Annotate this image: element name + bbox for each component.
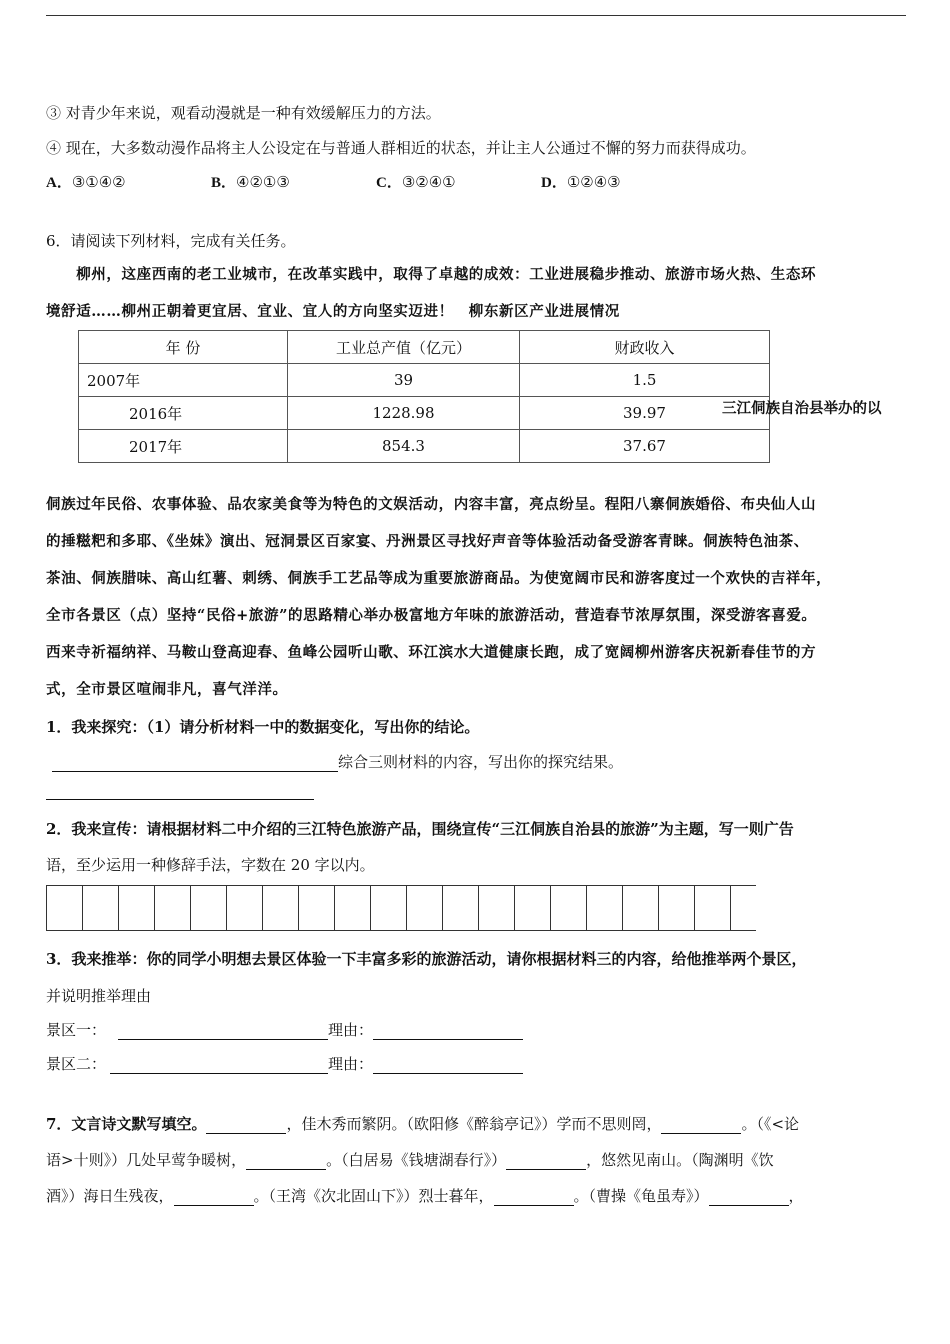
q7-line-1: 7．文言诗文默写填空。 ，佳木秀而繁阴。（欧阳修《醉翁亭记》）学而不思则罔， 。（《<论 xyxy=(46,1115,800,1133)
spot-1-row: 景区一： 理由： xyxy=(46,1019,523,1040)
table-header: 工业总产值（亿元） xyxy=(288,331,520,364)
fill-blank[interactable] xyxy=(661,1119,741,1134)
task-2: 2．我来宣传：请根据材料二中介绍的三江特色旅游产品，围绕宣传“三江侗族自治县的旅游”为主题，写一则广告 xyxy=(46,820,794,838)
table-cell: 39 xyxy=(288,364,520,397)
reason-1-blank[interactable] xyxy=(373,1025,523,1040)
table-cell: 2017年 xyxy=(79,430,288,463)
choice-d[interactable]: D．①②④③ xyxy=(541,173,621,191)
header-rule xyxy=(46,15,906,16)
industry-table xyxy=(78,330,770,463)
fill-blank[interactable] xyxy=(174,1191,254,1206)
material-2-line: 全市各景区（点）坚持“民俗+旅游”的思路精心举办极富地方年味的旅游活动，营造春节浓厚氛围，深受游客喜爱。 xyxy=(46,607,817,624)
answer-blank[interactable] xyxy=(46,799,314,800)
table-row xyxy=(79,430,770,463)
answer-blank[interactable] xyxy=(52,757,338,772)
grid-cell[interactable] xyxy=(514,886,550,930)
task-1: 1．我来探究：（1）请分析材料一中的数据变化，写出你的结论。 xyxy=(46,718,480,736)
item-4: ④ 现在，大多数动漫作品将主人公设定在与普通人群相近的状态，并让主人公通过不懈的努力而获得成功。 xyxy=(46,139,756,157)
grid-cell[interactable] xyxy=(154,886,190,930)
grid-cell[interactable] xyxy=(550,886,586,930)
table-cell: 1228.98 xyxy=(288,397,520,430)
material-2-intro: 三江侗族自治县举办的以 xyxy=(722,400,882,417)
grid-cell[interactable] xyxy=(82,886,118,930)
spot-2-blank[interactable] xyxy=(110,1059,328,1074)
table-header: 财政收入 xyxy=(520,331,770,364)
task-2-cont: 语，至少运用一种修辞手法，字数在 20 字以内。 xyxy=(46,856,375,874)
task-3: 3．我来推举：你的同学小明想去景区体验一下丰富多彩的旅游活动，请你根据材料三的内容，给他推举两个景区， xyxy=(46,950,807,968)
material-1-line: 柳州，这座西南的老工业城市，在改革实践中，取得了卓越的成效：工业进展稳步推动、旅游市场火热、生态环 xyxy=(46,266,817,283)
q7-line-2: 语>十则》）几处早莺争暖树， 。（白居易《钱塘湖春行》） ，悠然见南山。（陶渊明《饮 xyxy=(46,1151,774,1169)
table-header: 年 份 xyxy=(79,331,288,364)
grid-cell[interactable] xyxy=(334,886,370,930)
table-cell: 39.97 xyxy=(520,397,770,430)
material-2-line: 的捶糍粑和多耶、《坐妹》演出、冠洞景区百家宴、丹洲景区寻找好声音等体验活动备受游客青睐。侗族特色油茶、 xyxy=(46,533,809,550)
grid-cell[interactable] xyxy=(298,886,334,930)
table-cell: 37.67 xyxy=(520,430,770,463)
table-cell: 2007年 xyxy=(79,364,288,397)
grid-cell[interactable] xyxy=(406,886,442,930)
material-1-line: 境舒适……柳州正朝着更宜居、宜业、宜人的方向坚实迈进！ 柳东新区产业进展情况 xyxy=(46,303,620,320)
material-2 xyxy=(46,486,908,708)
writing-grid[interactable] xyxy=(46,885,756,931)
grid-cell[interactable] xyxy=(226,886,262,930)
choice-a[interactable]: A．③①④② xyxy=(46,173,126,191)
fill-blank[interactable] xyxy=(246,1155,326,1170)
table-header-row xyxy=(79,331,770,364)
grid-cell[interactable] xyxy=(694,886,730,930)
grid-cell[interactable] xyxy=(586,886,622,930)
material-2-line: 侗族过年民俗、农事体验、品农家美食等为特色的文娱活动，内容丰富，亮点纷呈。程阳八寨侗族婚俗、布央仙人山 xyxy=(46,496,817,513)
grid-cell[interactable] xyxy=(658,886,694,930)
grid-cell[interactable] xyxy=(370,886,406,930)
spot-2-row: 景区二： 理由： xyxy=(46,1053,523,1074)
material-2-line: 西来寺祈福纳祥、马鞍山登高迎春、鱼峰公园听山歌、环江滨水大道健康长跑，成了宽阔柳州游客庆祝新春佳节的方 xyxy=(46,644,817,661)
table-row xyxy=(79,397,770,430)
table-cell: 854.3 xyxy=(288,430,520,463)
task-1-answer: 综合三则材料的内容，写出你的探究结果。 xyxy=(52,751,623,772)
grid-cell[interactable] xyxy=(442,886,478,930)
task-3-cont: 并说明推举理由 xyxy=(46,987,152,1005)
reason-2-blank[interactable] xyxy=(373,1059,523,1074)
material-2-line: 式，全市景区喧闹非凡，喜气洋洋。 xyxy=(46,681,288,698)
item-3: ③ 对青少年来说，观看动漫就是一种有效缓解压力的方法。 xyxy=(46,104,441,122)
grid-cell[interactable] xyxy=(190,886,226,930)
grid-cell[interactable] xyxy=(478,886,514,930)
spot-1-blank[interactable] xyxy=(118,1025,328,1040)
choice-b[interactable]: B．④②①③ xyxy=(211,173,290,191)
choice-c[interactable]: C．③②④① xyxy=(376,173,456,191)
q6-title: 6．请阅读下列材料，完成有关任务。 xyxy=(46,232,296,250)
grid-cell[interactable] xyxy=(730,886,756,930)
table-cell: 1.5 xyxy=(520,364,770,397)
grid-cell[interactable] xyxy=(262,886,298,930)
fill-blank[interactable] xyxy=(709,1191,789,1206)
grid-cell[interactable] xyxy=(118,886,154,930)
fill-blank[interactable] xyxy=(494,1191,574,1206)
table-row xyxy=(79,364,770,397)
q7-line-3: 酒》）海日生残夜， 。（王湾《次北固山下》）烈士暮年， 。（曹操《龟虽寿》） ， xyxy=(46,1187,804,1205)
fill-blank[interactable] xyxy=(206,1119,286,1134)
material-2-line: 茶油、侗族腊味、高山红薯、刺绣、侗族手工艺品等成为重要旅游商品。为使宽阔市民和游客度过一个欢快的吉祥年， xyxy=(46,570,832,587)
fill-blank[interactable] xyxy=(506,1155,586,1170)
material-1 xyxy=(46,256,908,330)
table-cell: 2016年 xyxy=(79,397,288,430)
grid-cell[interactable] xyxy=(622,886,658,930)
grid-cell[interactable] xyxy=(46,886,82,930)
choice-row xyxy=(46,171,706,192)
